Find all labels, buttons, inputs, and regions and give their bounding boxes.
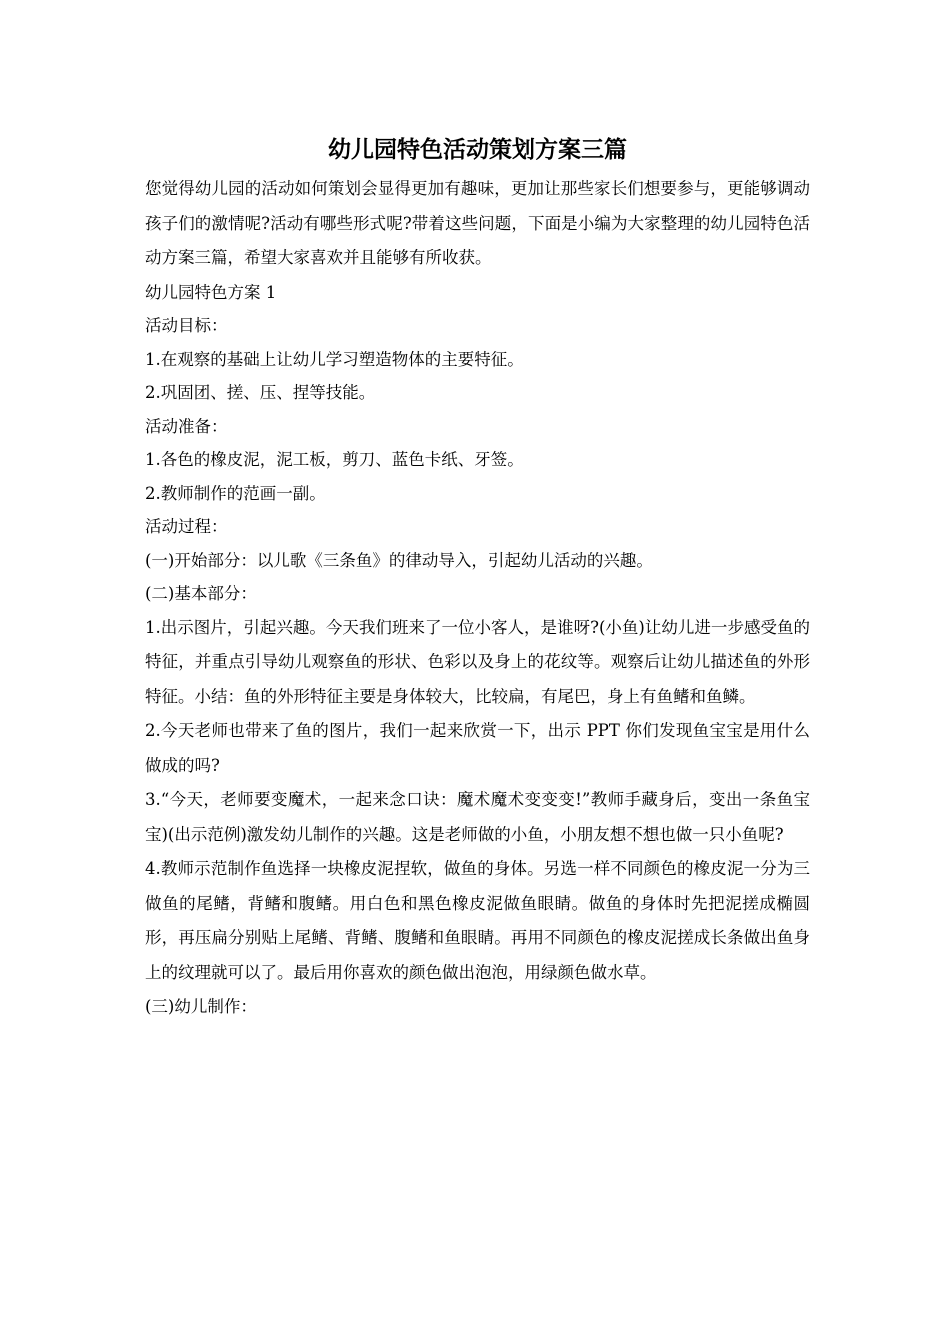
preparation-item-2: 2.教师制作的范画一副。 [145, 483, 326, 503]
process-basic-heading: (二)基本部分： [145, 584, 257, 603]
process-opening: (一)开始部分：以儿歌《三条鱼》的律动导入，引起幼儿活动的兴趣。 [145, 550, 653, 570]
heading-activity-preparation: 活动准备： [145, 416, 228, 436]
preparation-item-1: 1.各色的橡皮泥，泥工板，剪刀、蓝色卡纸、牙签。 [145, 450, 524, 469]
process-step-3: 3.“今天，老师要变魔术，一起来念口诀：魔术魔术变变变!”教师手藏身后，变出一条鱼宝宝)(出示范例)激发幼儿制作的兴趣。这是老师做的小鱼，小朋友想不想也做一只小鱼呢? [145, 790, 810, 844]
heading-activity-process: 活动过程： [145, 517, 228, 536]
process-step-4: 4.教师示范制作鱼选择一块橡皮泥捏软，做鱼的身体。另选一样不同颜色的橡皮泥一分为三做鱼的尾鳍，背鳍和腹鳍。用白色和黑色橡皮泥做鱼眼睛。做鱼的身体时先把泥搓成椭圆形，再压扁分别贴上尾鳍、背鳍、腹鳍和鱼眼睛。再用不同颜色的橡皮泥搓成长条做出鱼身上的纹理就可以了。最后用你喜欢的颜色做出泡泡，用绿颜色做水草。 [145, 859, 810, 982]
document-title: 幼儿园特色活动策划方案三篇 [328, 136, 627, 163]
process-child-making-heading: (三)幼儿制作： [145, 997, 257, 1016]
heading-activity-goals: 活动目标： [145, 316, 228, 335]
process-step-2: 2.今天老师也带来了鱼的图片，我们一起来欣赏一下，出示 PPT 你们发现鱼宝宝是用什么做成的吗? [145, 721, 810, 775]
goal-item-1: 1.在观察的基础上让幼儿学习塑造物体的主要特征。 [145, 349, 524, 369]
section-heading-plan-1: 幼儿园特色方案 1 [145, 282, 277, 302]
goal-item-2: 2.巩固团、搓、压、捏等技能。 [145, 383, 376, 402]
intro-paragraph: 您觉得幼儿园的活动如何策划会显得更加有趣味，更加让那些家长们想要参与，更能够调动孩子们的激情呢?活动有哪些形式呢?带着这些问题，下面是小编为大家整理的幼儿园特色活动方案三篇，希望大家喜欢并且能够有所收获。 [145, 179, 810, 267]
document-body [145, 130, 810, 1024]
process-step-1: 1.出示图片，引起兴趣。今天我们班来了一位小客人，是谁呀?(小鱼)让幼儿进一步感受鱼的特征，并重点引导幼儿观察鱼的形状、色彩以及身上的花纹等。观察后让幼儿描述鱼的外形特征。小结：鱼的外形特征主要是身体较大，比较扁，有尾巴，身上有鱼鳍和鱼鳞。 [145, 617, 810, 706]
